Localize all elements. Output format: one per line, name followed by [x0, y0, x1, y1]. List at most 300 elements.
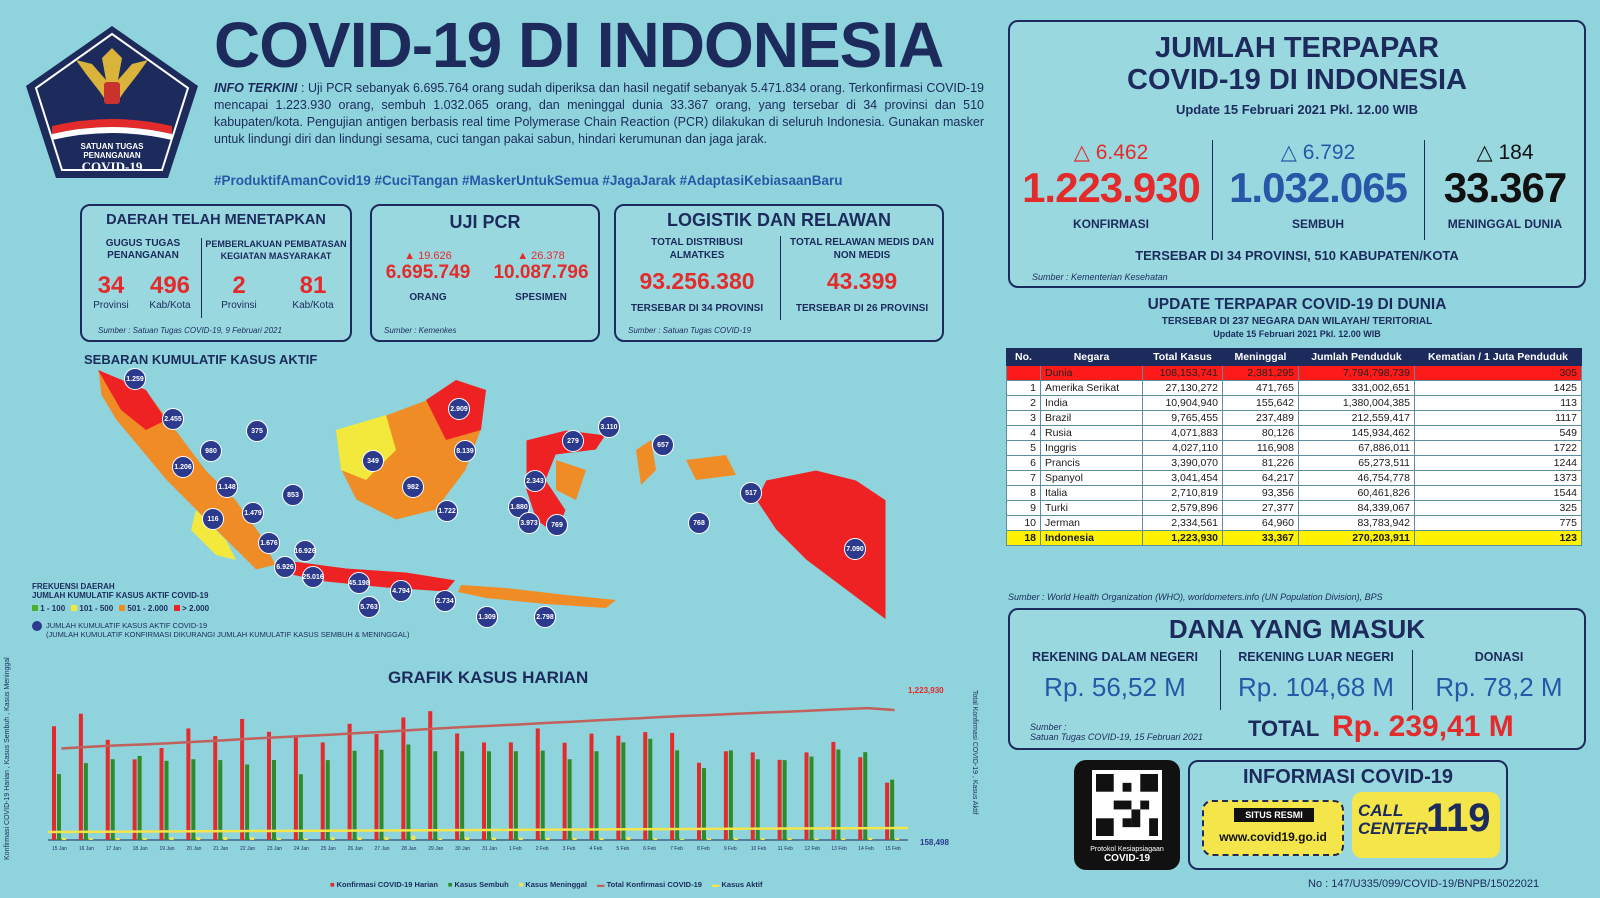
tick-label: 20 Jan [186, 846, 202, 852]
grafik-y-left: Konfirmasi COVID-19 Harian , Kasus Sembuh , Kasus Meninggal [4, 657, 11, 860]
sembuh-inc: 6.792 [1302, 141, 1356, 164]
meninggal-up-icon: △ [1476, 141, 1493, 164]
tick-label: 9 Feb [723, 846, 737, 852]
bubble-768: 768 [688, 512, 710, 534]
bar-sembuh [191, 759, 195, 840]
bar-meninggal [492, 838, 496, 840]
map-legend [32, 582, 410, 639]
bubble-25016: 25.016 [302, 566, 324, 588]
bar-sembuh [57, 774, 61, 840]
tick-label: 17 Jan [105, 846, 121, 852]
cell-meninggal: 64,960 [1223, 516, 1299, 531]
cell-negara: Inggris [1041, 441, 1143, 456]
cell-negara: Jerman [1041, 516, 1143, 531]
bubble-1259: 1.259 [124, 368, 146, 390]
cell-negara: Indonesia [1041, 531, 1143, 546]
konf-lbl: KONFIRMASI [1073, 217, 1149, 231]
tick-label: 7 Feb [670, 846, 683, 852]
cell-no: 9 [1007, 501, 1041, 516]
table-row [1007, 426, 1582, 441]
cell-no: 7 [1007, 471, 1041, 486]
bar-konfirmasi [616, 736, 620, 840]
cell-no: 18 [1007, 531, 1041, 546]
cell-penduduk: 270,203,911 [1299, 531, 1415, 546]
bar-sembuh [353, 751, 357, 840]
bar-meninggal [788, 838, 792, 840]
daerah-v1: 34 [97, 272, 125, 299]
bar-meninggal [250, 837, 254, 840]
pcr-orang-val: 6.695.749 [385, 262, 471, 283]
logistik-c1-sub: TERSEBAR DI 34 PROVINSI [630, 303, 764, 314]
bar-meninggal [385, 837, 389, 840]
bar-meninggal [626, 837, 630, 840]
sembuh-up-icon: △ [1280, 141, 1297, 164]
center-lbl: CENTER [1358, 819, 1428, 838]
bar-sembuh [218, 760, 222, 840]
bar-konfirmasi [536, 728, 540, 840]
sembuh-val: 1.032.065 [1229, 164, 1407, 211]
tick-label: 23 Jan [267, 846, 283, 852]
md-lbl: MENINGGAL DUNIA [1447, 217, 1563, 231]
bar-konfirmasi [455, 733, 459, 840]
tersebar: TERSEBAR DI 34 PROVINSI, 510 KABUPATEN/KOTA [1135, 248, 1459, 263]
bar-meninggal [653, 838, 657, 840]
bubble-16926: 16.926 [294, 540, 316, 562]
cell-meninggal: 93,356 [1223, 486, 1299, 501]
bar-sembuh [595, 751, 599, 840]
bar-konfirmasi [267, 732, 271, 840]
bar-konfirmasi [321, 742, 325, 840]
th-meninggal: Meninggal [1223, 349, 1299, 366]
tick-label: 24 Jan [293, 846, 309, 852]
legend-item-3: 501 - 2.000 [119, 604, 168, 613]
cell-kematian: 113 [1415, 396, 1582, 411]
bubble-legend-1: JUMLAH KUMULATIF KASUS AKTIF COVID-19 [46, 621, 208, 630]
cell-penduduk: 1,380,004,385 [1299, 396, 1415, 411]
cell-negara: Italia [1041, 486, 1143, 501]
cell-meninggal: 64,217 [1223, 471, 1299, 486]
konf-val: 1.223.930 [1022, 164, 1200, 211]
tick-label: 28 Jan [401, 846, 417, 852]
bar-meninggal [895, 838, 899, 840]
cell-negara: Amerika Serikat [1041, 381, 1143, 396]
cell-meninggal: 33,367 [1223, 531, 1299, 546]
situs-resmi-link[interactable] [1202, 800, 1344, 856]
dunia-source: Sumber : World Health Organization (WHO), worldometers.info (UN Population Division), BPS [1008, 592, 1383, 602]
bubble-5763: 5.763 [358, 596, 380, 618]
bar-sembuh [675, 750, 679, 840]
pcr-spesimen-lbl: SPESIMEN [515, 292, 567, 303]
bar-konfirmasi [294, 735, 298, 840]
grafik-legend-3: ■ Kasus Meninggal [518, 880, 588, 889]
cell-kematian: 775 [1415, 516, 1582, 531]
cell-no: 3 [1007, 411, 1041, 426]
legend-item-2: 101 - 500 [71, 604, 113, 613]
logistik-c1-val: 93.256.380 [639, 268, 755, 294]
cell-kematian: 1425 [1415, 381, 1582, 396]
cell-penduduk: 212,559,417 [1299, 411, 1415, 426]
bubble-8139: 8.139 [454, 440, 476, 462]
grafik-legend-4: ▬ Total Konfirmasi COVID-19 [597, 880, 702, 889]
bar-konfirmasi [428, 711, 432, 840]
bubble-769: 769 [546, 514, 568, 536]
bubble-3973: 3.973 [518, 512, 540, 534]
jumlah-title-1: JUMLAH TERPAPAR [1154, 32, 1440, 64]
tick-label: 11 Feb [777, 846, 793, 852]
bar-sembuh [568, 759, 572, 840]
bar-meninggal [815, 839, 819, 840]
bubble-279: 279 [562, 430, 584, 452]
table-row [1007, 501, 1582, 516]
bar-konfirmasi [348, 724, 352, 840]
konf-up-icon: △ [1073, 141, 1090, 164]
tick-label: 19 Jan [159, 846, 175, 852]
table-row [1007, 456, 1582, 471]
bar-konfirmasi [885, 783, 889, 840]
tick-label: 21 Jan [213, 846, 229, 852]
bubble-4794: 4.794 [390, 580, 412, 602]
doc-number: No : 147/U335/099/COVID-19/BNPB/15022021 [1308, 878, 1540, 890]
cell-kasus: 4,027,110 [1143, 441, 1223, 456]
dana-c1-lbl: REKENING DALAM NEGERI [1032, 650, 1198, 664]
jumlah-update: Update 15 Februari 2021 Pkl. 12.00 WIB [1175, 102, 1419, 117]
tick-label: 27 Jan [374, 846, 390, 852]
tick-label: 31 Jan [482, 846, 498, 852]
bar-konfirmasi [186, 728, 190, 840]
tick-label: 13 Feb [831, 846, 847, 852]
tick-label: 12 Feb [804, 846, 821, 852]
logo-text-1: SATUAN TUGAS [80, 142, 144, 151]
bar-sembuh [863, 752, 867, 840]
table-row [1007, 441, 1582, 456]
dana-total-val: Rp. 239,41 M [1332, 710, 1514, 743]
th-no: No. [1007, 349, 1041, 366]
grafik-legend [330, 880, 763, 889]
cell-meninggal: 155,642 [1223, 396, 1299, 411]
cell-kematian: 1244 [1415, 456, 1582, 471]
bar-meninggal [707, 838, 711, 840]
bar-konfirmasi [831, 742, 835, 840]
gugus-title: GUGUS TUGAS PENANGANAN [105, 238, 181, 261]
aktif-end-label: 158,498 [920, 838, 949, 847]
bar-konfirmasi [52, 726, 56, 840]
logistik-title: LOGISTIK DAN RELAWAN [667, 210, 891, 230]
bubble-1722: 1.722 [436, 500, 458, 522]
bar-konfirmasi [670, 733, 674, 840]
bar-konfirmasi [805, 752, 809, 840]
bar-sembuh [836, 749, 840, 840]
cell-penduduk: 145,934,462 [1299, 426, 1415, 441]
cell-no: 8 [1007, 486, 1041, 501]
map-title: SEBARAN KUMULATIF KASUS AKTIF [84, 352, 318, 367]
bar-sembuh [541, 751, 545, 840]
call-number: 119 [1426, 796, 1491, 840]
table-row [1007, 531, 1582, 546]
dana-c1-val: Rp. 56,52 M [1044, 672, 1186, 702]
pcr-source: Sumber : Kemenkes [384, 326, 457, 335]
cell-kasus: 2,710,819 [1143, 486, 1223, 501]
total-end-label: 1,223,930 [908, 686, 944, 695]
bar-sembuh [326, 760, 330, 840]
cell-kasus: 3,390,070 [1143, 456, 1223, 471]
th-negara: Negara [1041, 349, 1143, 366]
tick-label: 15 Jan [52, 846, 68, 852]
cell-kasus: 9,765,455 [1143, 411, 1223, 426]
bar-meninggal [841, 838, 845, 840]
bubble-1880: 1.880 [508, 496, 530, 518]
bar-meninggal [465, 837, 469, 840]
daerah-source: Sumber : Satuan Tugas COVID-19, 9 Februari 2021 [98, 326, 282, 335]
grafik-y-right: Total Konfirmasi COVID-19 , Kasus Aktif [971, 690, 978, 815]
cell-kasus: 2,334,561 [1143, 516, 1223, 531]
daerah-title: DAERAH TELAH MENETAPKAN [106, 212, 326, 228]
tick-label: 8 Feb [697, 846, 710, 852]
bar-sembuh [406, 745, 410, 840]
bar-meninggal [223, 837, 227, 840]
hashtags: #ProduktifAmanCovid19 #CuciTangan #MaskerUntukSemua #JagaJarak #AdaptasiKebiasaanBaru [214, 173, 843, 188]
table-row [1007, 366, 1582, 381]
grafik-title: GRAFIK KASUS HARIAN [388, 668, 589, 687]
bubble-980: 980 [200, 440, 222, 462]
cell-kematian: 325 [1415, 501, 1582, 516]
bar-konfirmasi [590, 734, 594, 840]
bar-sembuh [648, 739, 652, 840]
konf-inc: 6.462 [1095, 141, 1149, 164]
cell-kematian: 1722 [1415, 441, 1582, 456]
bar-konfirmasi [213, 736, 217, 840]
cell-no: 6 [1007, 456, 1041, 471]
dunia-title: UPDATE TERPAPAR COVID-19 DI DUNIA [1147, 296, 1447, 313]
up-arrow-icon: ▲ [404, 250, 416, 262]
bar-meninggal [734, 838, 738, 840]
grafik-legend-1: ■ Konfirmasi COVID-19 Harian [330, 880, 438, 889]
bubble-7090: 7.090 [844, 538, 866, 560]
bar-meninggal [761, 838, 765, 840]
bubble-legend-icon [32, 621, 42, 631]
th-penduduk: Jumlah Penduduk [1299, 349, 1415, 366]
logistik-c2-title: TOTAL RELAWAN MEDIS DAN NON MEDIS [790, 237, 934, 261]
daerah-l2: Kab/Kota [149, 300, 191, 311]
dunia-table [1006, 348, 1582, 546]
cell-penduduk: 60,461,826 [1299, 486, 1415, 501]
bar-meninggal [304, 838, 308, 840]
dana-c2-lbl: REKENING LUAR NEGERI [1238, 650, 1394, 664]
md-val: 33.367 [1443, 164, 1567, 211]
satgas-logo [22, 22, 202, 182]
bar-sembuh [245, 765, 249, 840]
cell-no: 10 [1007, 516, 1041, 531]
bar-sembuh [138, 756, 142, 840]
bar-sembuh [890, 780, 894, 840]
bar-meninggal [143, 838, 147, 840]
grafik-legend-5: ▬ Kasus Aktif [711, 880, 763, 889]
cell-kasus: 2,579,896 [1143, 501, 1223, 516]
bar-konfirmasi [751, 752, 755, 840]
daerah-l4: Kab/Kota [292, 300, 334, 311]
daerah-l1: Provinsi [93, 300, 129, 311]
bubble-2343: 2.343 [524, 470, 546, 492]
tick-label: 4 Feb [589, 846, 603, 852]
daerah-l3: Provinsi [221, 300, 257, 311]
bar-konfirmasi [160, 748, 164, 840]
qr-code-icon [1092, 770, 1162, 840]
bubble-982: 982 [402, 476, 424, 498]
logistik-c2-sub: TERSEBAR DI 26 PROVINSI [795, 303, 929, 314]
bar-sembuh [621, 742, 625, 840]
th-kasus: Total Kasus [1143, 349, 1223, 366]
situs-lbl: SITUS RESMI [1234, 808, 1314, 822]
tick-label: 6 Feb [643, 846, 657, 852]
bubble-1309: 1.309 [476, 606, 498, 628]
bar-meninggal [438, 838, 442, 840]
informasi-panel [1188, 760, 1508, 870]
bar-meninggal [600, 838, 604, 840]
bar-meninggal [358, 837, 362, 840]
bubble-657: 657 [652, 434, 674, 456]
bar-sembuh [460, 751, 464, 840]
bar-konfirmasi [482, 742, 486, 840]
bar-meninggal [546, 838, 550, 840]
qr-panel[interactable] [1074, 760, 1180, 870]
cell-kematian: 1373 [1415, 471, 1582, 486]
jumlah-panel [1008, 20, 1586, 288]
bubble-6926: 6.926 [274, 556, 296, 578]
bar-sembuh [729, 750, 733, 840]
bar-meninggal [170, 837, 174, 840]
bar-konfirmasi [724, 751, 728, 840]
tick-label: 26 Jan [347, 846, 363, 852]
bar-konfirmasi [643, 732, 647, 840]
info-text: : Uji PCR sebanyak 6.695.764 orang sudah diperiksa dan hasil negatif sebanyak 5.471.834 orang. Terkonfirmasi COVID-19 mencapai 1.223.930 orang, sembuh 1.032.065 orang, dan meninggal dunia 33.367 orang, yang tersebar di 34 provinsi dan 510 kabupaten/kota. Pengujian antigen berbasis real time Polymerase Chain Reaction (PCR) dilakukan di seluruh Indonesia. Gunakan masker untuk lindungi diri dan lindungi sesama, cuci tangan pakai sabun, hindari kerumunan dan jaga jarak. [214, 81, 984, 146]
cell-no: 1 [1007, 381, 1041, 396]
bar-meninggal [89, 838, 93, 840]
dunia-sub: TERSEBAR DI 237 NEGARA DAN WILAYAH/ TERITORIAL [1161, 316, 1433, 327]
bar-konfirmasi [375, 734, 379, 840]
cell-negara: Brazil [1041, 411, 1143, 426]
cell-kematian: 123 [1415, 531, 1582, 546]
legend-title-2: JUMLAH KUMULATIF KASUS AKTIF COVID-19 [32, 591, 209, 600]
table-row [1007, 396, 1582, 411]
logo-text-2: PENANGANAN [83, 151, 141, 160]
cell-no: 2 [1007, 396, 1041, 411]
cell-penduduk: 84,339,067 [1299, 501, 1415, 516]
bar-sembuh [433, 751, 437, 840]
dana-c2-val: Rp. 104,68 M [1237, 672, 1395, 702]
dana-panel [1008, 608, 1586, 750]
daerah-v2: 496 [149, 272, 191, 299]
dana-total-lbl: TOTAL [1248, 716, 1320, 741]
bubble-116: 116 [202, 508, 224, 530]
jumlah-title-2: COVID-19 DI INDONESIA [1127, 64, 1467, 96]
cell-negara: Rusia [1041, 426, 1143, 441]
bubble-2909: 2.909 [448, 398, 470, 420]
bar-meninggal [196, 837, 200, 840]
cell-no: 4 [1007, 426, 1041, 441]
cell-kasus: 108,153,741 [1143, 366, 1223, 381]
tick-label: 15 Feb [885, 846, 901, 852]
logistik-c1-title: TOTAL DISTRIBUSI ALMATKES [651, 237, 743, 261]
bar-meninggal [573, 838, 577, 840]
cell-penduduk: 67,886,011 [1299, 441, 1415, 456]
bar-meninggal [680, 839, 684, 840]
cell-kematian: 549 [1415, 426, 1582, 441]
daerah-panel [80, 204, 352, 342]
table-row [1007, 471, 1582, 486]
cell-negara: Spanyol [1041, 471, 1143, 486]
cell-kasus: 1,223,930 [1143, 531, 1223, 546]
tick-label: 22 Jan [240, 846, 256, 852]
bar-sembuh [487, 751, 491, 840]
sembuh-lbl: SEMBUH [1291, 217, 1344, 231]
cell-kasus: 3,041,454 [1143, 471, 1223, 486]
bar-konfirmasi [79, 714, 83, 840]
cell-penduduk: 331,002,651 [1299, 381, 1415, 396]
tick-label: 10 Feb [750, 846, 767, 852]
bar-meninggal [868, 838, 872, 840]
tick-label: 29 Jan [428, 846, 444, 852]
bubble-349: 349 [362, 450, 384, 472]
cell-penduduk: 46,754,778 [1299, 471, 1415, 486]
info-lead: INFO TERKINI [214, 81, 298, 95]
tick-label: 3 Feb [562, 846, 576, 852]
bubble-3110: 3.110 [598, 416, 620, 438]
bubble-1206: 1.206 [172, 456, 194, 478]
cell-kematian: 1544 [1415, 486, 1582, 501]
bubble-2734: 2.734 [434, 590, 456, 612]
bar-meninggal [519, 838, 523, 840]
page-title: COVID-19 DI INDONESIA [214, 9, 944, 81]
ppkm-title: PEMBERLAKUAN PEMBATASAN KEGIATAN MASYARAKAT [205, 239, 347, 261]
tick-label: 14 Feb [858, 846, 874, 852]
grafik-legend-2: ■ Kasus Sembuh [447, 880, 509, 889]
logistik-c2-val: 43.399 [826, 268, 898, 294]
dana-c3-val: Rp. 78,2 M [1435, 672, 1563, 702]
cell-kasus: 4,071,883 [1143, 426, 1223, 441]
cell-negara: Prancis [1041, 456, 1143, 471]
bar-meninggal [411, 836, 415, 840]
cell-negara: Turki [1041, 501, 1143, 516]
bubble-2455: 2.455 [162, 408, 184, 430]
bubble-375: 375 [246, 420, 268, 442]
pcr-title: UJI PCR [449, 212, 521, 232]
bubble-853: 853 [282, 484, 304, 506]
bar-konfirmasi [401, 718, 405, 840]
tick-label: 25 Jan [320, 846, 336, 852]
bar-konfirmasi [509, 742, 513, 840]
pcr-panel [370, 204, 600, 342]
cell-meninggal: 27,377 [1223, 501, 1299, 516]
cell-no [1007, 366, 1041, 381]
dana-source-2: Satuan Tugas COVID-19, 15 Februari 2021 [1030, 732, 1203, 742]
bar-meninggal [116, 838, 120, 840]
informasi-title: INFORMASI COVID-19 [1242, 766, 1454, 788]
cell-penduduk: 7,794,798,739 [1299, 366, 1415, 381]
bubble-517: 517 [740, 482, 762, 504]
cell-meninggal: 237,489 [1223, 411, 1299, 426]
call-center-button[interactable] [1352, 792, 1500, 858]
bubble-45198: 45.198 [348, 572, 370, 594]
legend-item-1: 1 - 100 [32, 604, 65, 613]
bar-konfirmasi [133, 759, 137, 840]
bar-sembuh [514, 751, 518, 840]
bar-konfirmasi [106, 740, 110, 840]
cell-penduduk: 83,783,942 [1299, 516, 1415, 531]
logistik-source: Sumber : Satuan Tugas COVID-19 [628, 326, 752, 335]
table-row [1007, 381, 1582, 396]
call-lbl: CALL [1358, 801, 1404, 820]
bar-meninggal [62, 838, 66, 840]
pcr-orang-lbl: ORANG [409, 292, 447, 303]
